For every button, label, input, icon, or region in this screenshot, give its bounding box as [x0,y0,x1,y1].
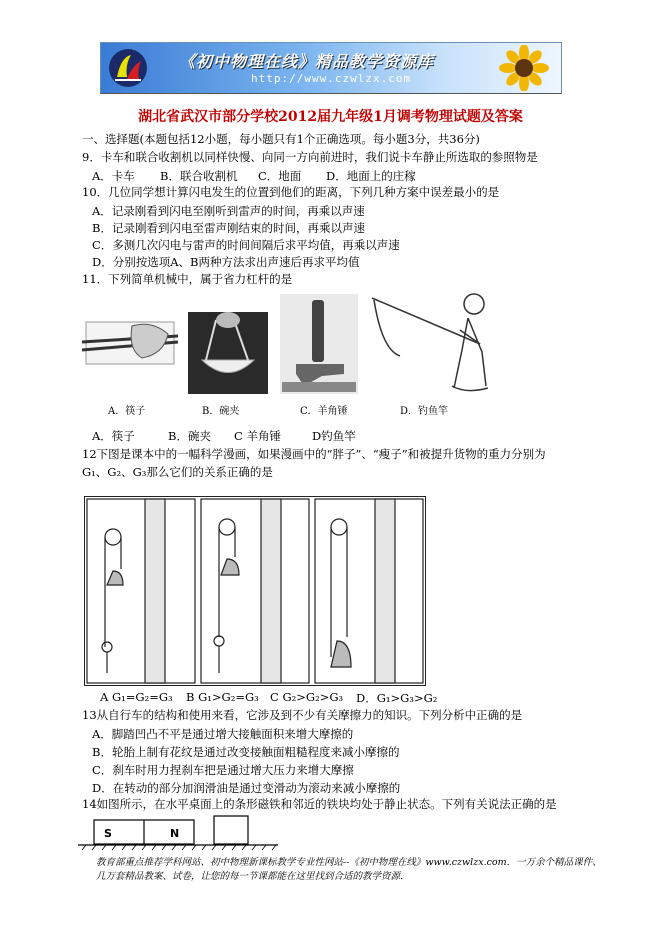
footer-line-2: 几万套精品教案、试卷，让您的每一节课都能在这里找到合适的教学资源． [96,871,410,882]
q9-option-d: D．地面上的庄稼 [326,169,416,183]
q14-stem: 14如图所示，在水平桌面上的条形磁铁和邻近的铁块均处于静止状态。下列有关说法正确的是 [82,797,557,811]
q13-stem: 13从自行车的结构和使用来看，它涉及到不少有关摩擦力的知识。下列分析中正确的是 [82,708,523,722]
q11-stem: 11．下列简单机械中，属于省力杠杆的是 [82,272,293,286]
page-footer [96,856,602,884]
q13-option-d: D．在转动的部分加润滑油是通过变滑动为滚动来减小摩擦的 [92,781,401,795]
claw-hammer-illustration [280,294,358,394]
q13-option-a: A．脚踏凹凸不平是通过增大接触面积来增大摩擦的 [92,727,354,741]
q11-option-a: A．筷子 [92,429,135,443]
q10-option-c: C．多测几次闪电与雷声的时间间隔后求平均值，再乘以声速 [92,238,400,252]
bowl-clip-illustration [188,312,268,394]
magnet-north-label: N [170,827,180,840]
q12-option-d: D．G₁>G₃>G₂ [356,691,438,705]
q9-option-a: A．卡车 [92,169,135,183]
q10-option-d: D．分别按选项A、B两种方法求出声速后再求平均值 [92,255,360,269]
banner-url[interactable]: http://www.czwlzx.com [251,72,412,85]
footer-line-1: 教育部重点推荐学科网站、初中物理新课标教学专业性网站--《初中物理在线》www.czwlzx.com．一万余个精品课件、 [96,857,602,868]
q11-caption-d: D．钓鱼竿 [400,406,449,417]
q12-stem-line1: 12下图是课本中的一幅科学漫画，如果漫画中的“胖子”、“瘦子”和被提升货物的重力分别为 [82,447,546,461]
banner-title: 《初中物理在线》精品教学资源库 [179,52,435,71]
q13-option-b: B．轮胎上制有花纹是通过改变接触面粗糙程度来减小摩擦的 [92,745,400,759]
q10-option-a: A．记录刚看到闪电至刚听到雷声的时间，再乘以声速 [92,204,365,218]
q10-stem: 10．几位同学想计算闪电发生的位置到他们的距离，下列几种方案中误差最小的是 [82,185,500,199]
q11-caption-b: B．碗夹 [202,406,240,417]
site-banner [100,42,562,94]
fishing-rod-illustration [372,294,488,391]
q11-caption-a: A．筷子 [108,406,146,417]
header-rule [100,93,561,94]
section-heading: 一、选择题(本题包括12小题，每小题只有1个正确选项。每小题3分，共36分) [82,132,480,146]
q13-option-c: C．刹车时用力捏刹车把是通过增大压力来增大摩擦 [92,763,354,777]
document-title: 湖北省武汉市部分学校2012届九年级1月调考物理试题及答案 [138,109,523,125]
q11-option-c: C 羊角锤 [234,429,281,443]
q10-option-b: B．记录刚看到闪电至雷声刚结束的时间，再乘以声速 [92,221,365,235]
q12-option-a: A G₁=G₂=G₃ [100,690,173,704]
q11-option-d: D钓鱼竿 [312,429,356,443]
q12-cartoon-figure [84,496,426,686]
q9-option-b: B．联合收割机 [160,169,238,183]
q11-caption-c: C．羊角锤 [300,406,348,417]
site-logo-icon [107,47,149,89]
chopsticks-illustration [82,322,178,364]
q9-option-c: C．地面 [258,169,302,183]
q12-option-b: B G₁>G₂=G₃ [186,690,259,704]
q12-stem-line2: G₁、G₂、G₃那么它们的关系正确的是 [82,465,273,479]
q14-magnet-figure [78,814,278,854]
q11-option-b: B．碗夹 [168,429,211,443]
q11-figure [82,290,522,422]
sunflower-icon [493,45,555,91]
magnet-south-label: S [104,827,112,840]
q9-stem: 9．卡车和联合收割机以同样快慢、向同一方向前进时，我们说卡车静止所选取的参照物是 [82,150,538,164]
q12-option-c: C G₂>G₂>G₃ [270,690,344,704]
